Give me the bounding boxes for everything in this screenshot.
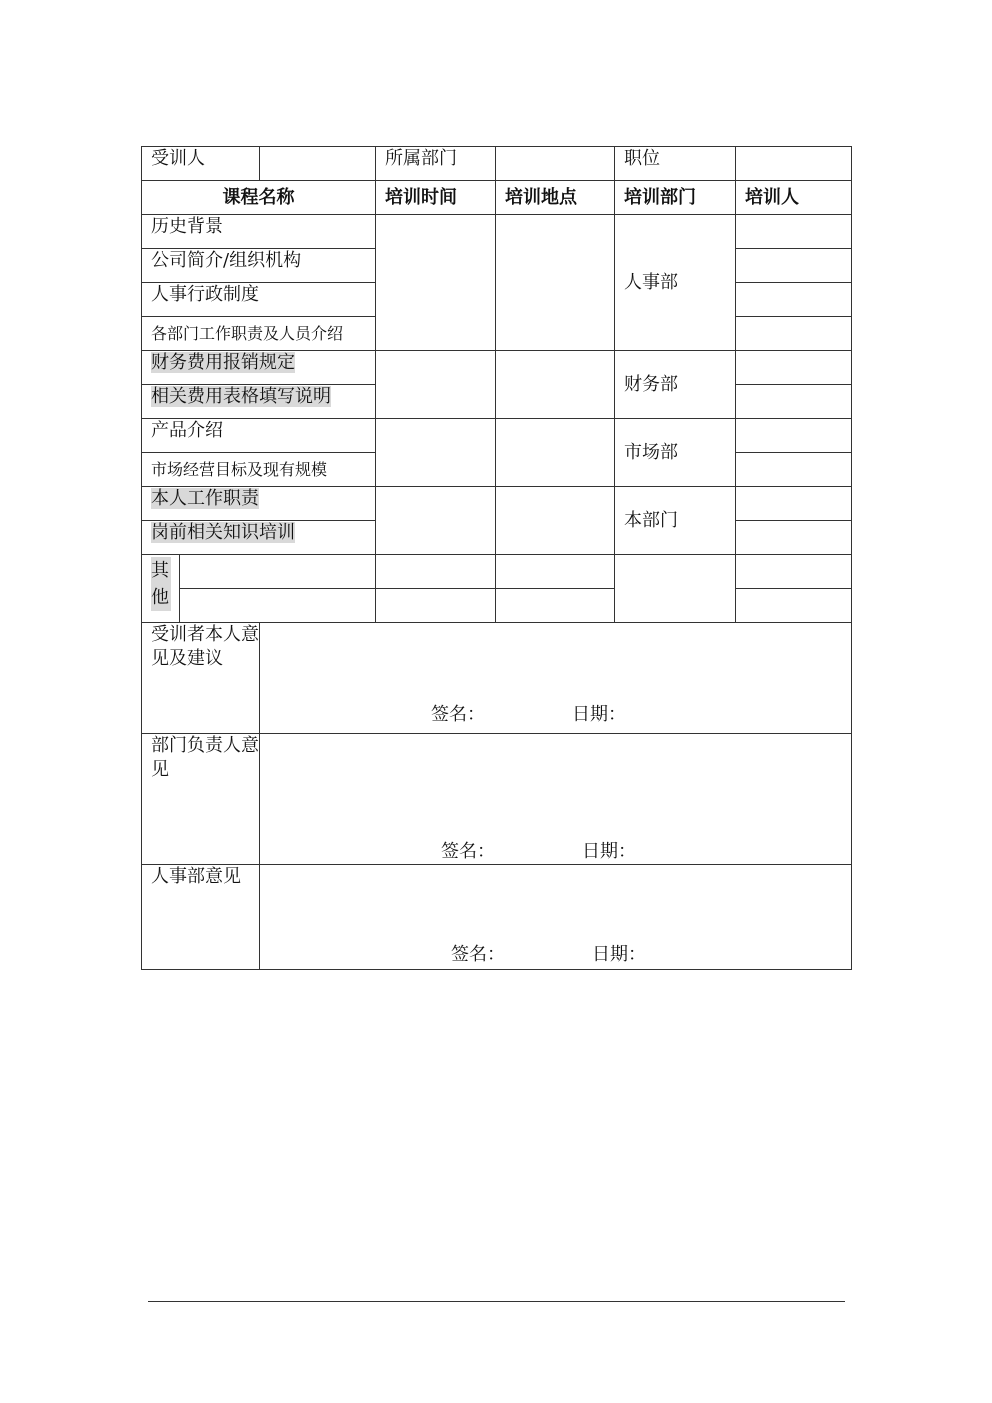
training-time-cell[interactable] xyxy=(376,487,496,555)
course-name xyxy=(142,487,376,521)
opinion-label: 人事部意见 xyxy=(142,865,260,970)
training-dept-cell: 本部门 xyxy=(615,487,736,555)
other-course-cell[interactable] xyxy=(180,555,376,589)
training-time-cell[interactable] xyxy=(376,589,496,623)
trainee-value[interactable] xyxy=(260,147,376,181)
course-name-text: 财务费用报销规定 xyxy=(151,352,295,373)
trainer-cell[interactable] xyxy=(736,589,852,623)
signature-label: 签名： xyxy=(431,704,485,725)
other-row xyxy=(142,555,852,589)
info-row xyxy=(142,147,852,181)
trainee-label: 受训人 xyxy=(142,147,260,181)
course-name-text: 岗前相关知识培训 xyxy=(151,522,295,543)
trainer-cell[interactable] xyxy=(736,419,852,453)
header-training-place: 培训地点 xyxy=(496,181,615,215)
date-label: 日期： xyxy=(582,841,636,862)
course-row xyxy=(142,351,852,385)
trainer-cell[interactable] xyxy=(736,283,852,317)
department-value[interactable] xyxy=(496,147,615,181)
course-name: 各部门工作职责及人员介绍 xyxy=(142,317,376,351)
position-value[interactable] xyxy=(736,147,852,181)
training-form-table xyxy=(141,146,852,970)
header-course-name: 课程名称 xyxy=(142,181,376,215)
trainer-cell[interactable] xyxy=(736,555,852,589)
department-label: 所属部门 xyxy=(376,147,496,181)
trainer-cell[interactable] xyxy=(736,249,852,283)
training-time-cell[interactable] xyxy=(376,351,496,419)
other-row xyxy=(142,589,852,623)
course-name xyxy=(142,351,376,385)
training-place-cell[interactable] xyxy=(496,555,615,589)
training-place-cell[interactable] xyxy=(496,351,615,419)
course-name xyxy=(142,521,376,555)
other-course-cell[interactable] xyxy=(180,589,376,623)
opinion-row-trainee xyxy=(142,623,852,734)
training-dept-cell: 财务部 xyxy=(615,351,736,419)
trainer-cell[interactable] xyxy=(736,317,852,351)
trainer-cell[interactable] xyxy=(736,385,852,419)
course-name: 历史背景 xyxy=(142,215,376,249)
training-dept-cell: 市场部 xyxy=(615,419,736,487)
course-row xyxy=(142,419,852,453)
header-trainer: 培训人 xyxy=(736,181,852,215)
opinion-label: 受训者本人意见及建议 xyxy=(142,623,260,734)
opinion-label: 部门负责人意见 xyxy=(142,734,260,865)
signature-label: 签名： xyxy=(451,944,505,965)
other-label: 其他 xyxy=(151,557,171,611)
header-training-time: 培训时间 xyxy=(376,181,496,215)
course-name-text: 相关费用表格填写说明 xyxy=(151,386,331,407)
training-place-cell[interactable] xyxy=(496,419,615,487)
course-name-text: 本人工作职责 xyxy=(151,488,259,509)
training-place-cell[interactable] xyxy=(496,487,615,555)
signature-label: 签名： xyxy=(441,841,495,862)
trainer-cell[interactable] xyxy=(736,215,852,249)
header-training-dept: 培训部门 xyxy=(615,181,736,215)
opinion-row-hr xyxy=(142,865,852,970)
trainer-cell[interactable] xyxy=(736,487,852,521)
date-label: 日期： xyxy=(592,944,646,965)
opinion-content[interactable] xyxy=(260,623,852,734)
opinion-row-dept-head xyxy=(142,734,852,865)
course-name: 人事行政制度 xyxy=(142,283,376,317)
training-dept-cell[interactable] xyxy=(615,555,736,623)
course-row xyxy=(142,487,852,521)
trainer-cell[interactable] xyxy=(736,351,852,385)
opinion-content[interactable] xyxy=(260,734,852,865)
opinion-content[interactable] xyxy=(260,865,852,970)
course-name: 公司简介/组织机构 xyxy=(142,249,376,283)
position-label: 职位 xyxy=(615,147,736,181)
course-name: 市场经营目标及现有规模 xyxy=(142,453,376,487)
other-label-cell xyxy=(142,555,180,623)
course-row xyxy=(142,215,852,249)
training-dept-cell: 人事部 xyxy=(615,215,736,351)
training-time-cell[interactable] xyxy=(376,215,496,351)
course-name: 产品介绍 xyxy=(142,419,376,453)
trainer-cell[interactable] xyxy=(736,521,852,555)
trainer-cell[interactable] xyxy=(736,453,852,487)
training-time-cell[interactable] xyxy=(376,419,496,487)
footer-rule xyxy=(148,1301,845,1302)
training-time-cell[interactable] xyxy=(376,555,496,589)
date-label: 日期： xyxy=(572,704,626,725)
header-row xyxy=(142,181,852,215)
course-name xyxy=(142,385,376,419)
training-place-cell[interactable] xyxy=(496,589,615,623)
training-place-cell[interactable] xyxy=(496,215,615,351)
